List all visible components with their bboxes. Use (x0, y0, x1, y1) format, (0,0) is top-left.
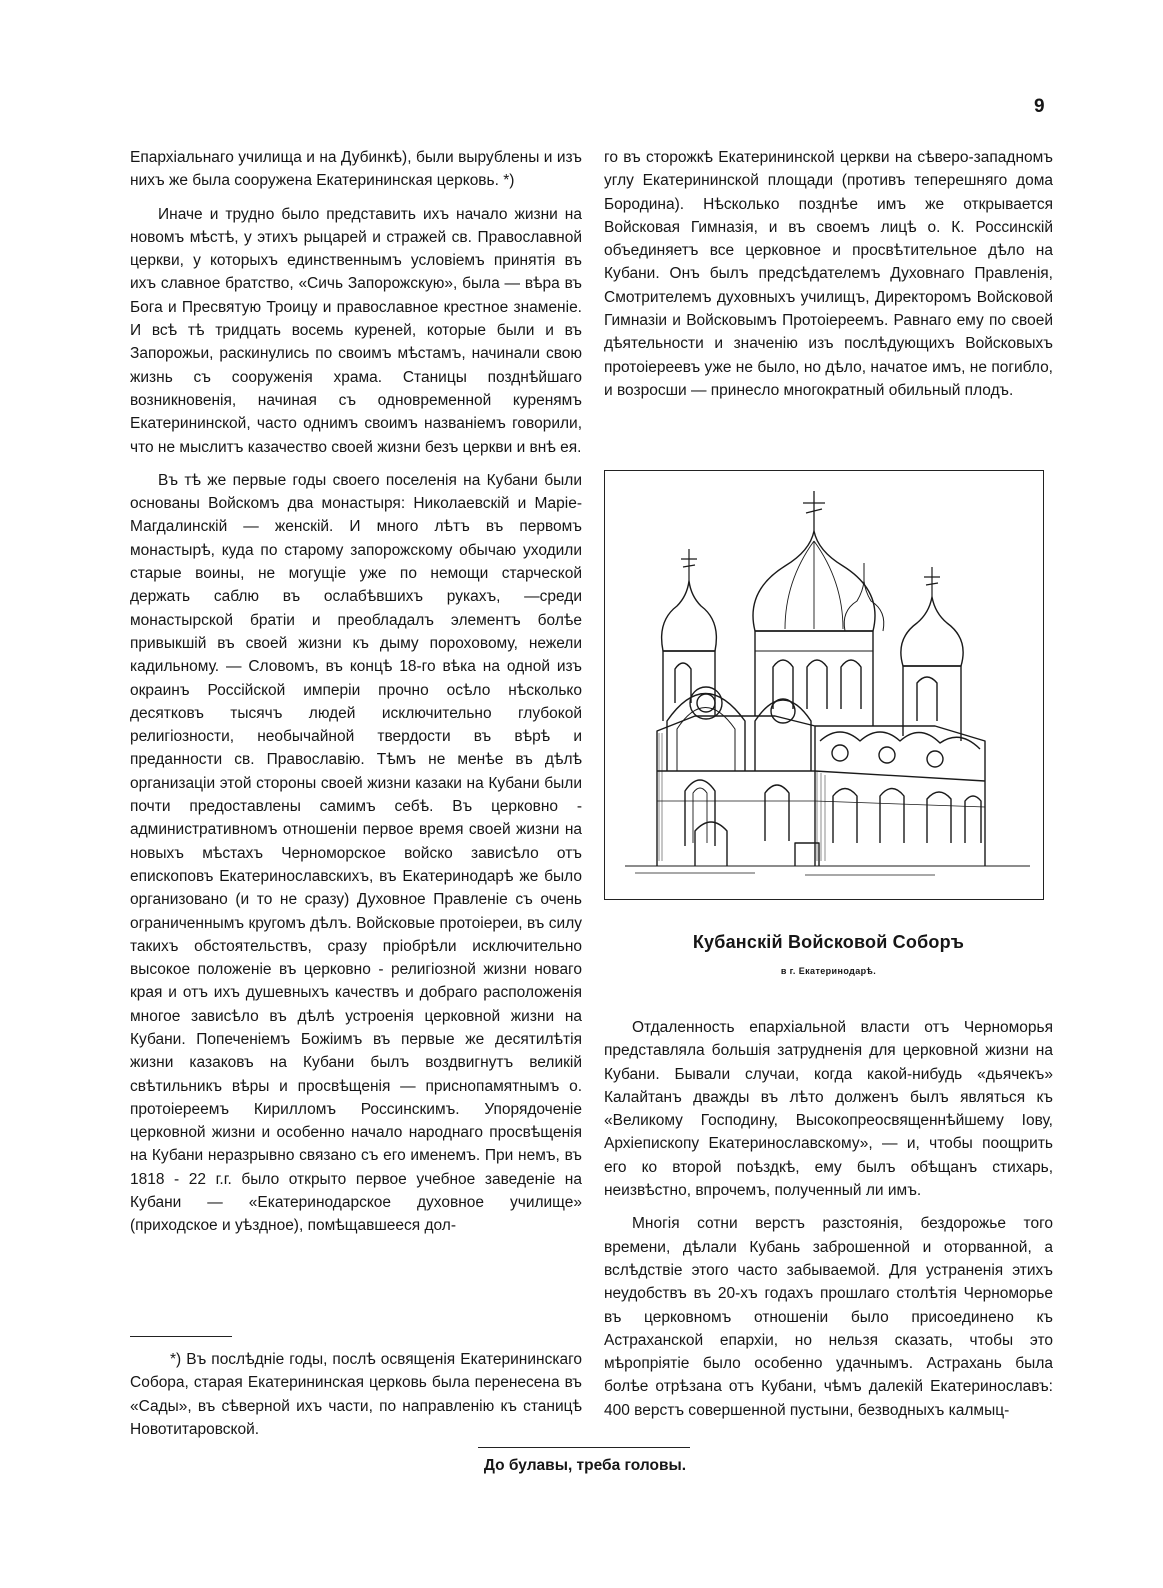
proverb: До булавы, треба головы. (483, 1457, 687, 1474)
footnote-divider (130, 1336, 232, 1337)
right-paragraph-2: Отдаленность епархіальной власти отъ Черноморья представляла большія затрудненія для церковной жизни на Кубани. Бывали случаи, когда какой-нибудь «дьячекъ» Калайтанъ дважды въ лѣто долженъ былъ являться къ «Великому Господину, Высокопреосвященнѣйшему Іову, Архіепископу Екатеринославскому», — и, чтобы поощрить его ко второй поѣздкѣ, ему былъ обѣщанъ стихарь, неизвѣстно, впрочемъ, полученный ли имъ. (604, 1019, 1053, 1200)
proverb-divider (478, 1447, 690, 1448)
figure-caption: Кубанскій Войсковой Соборъ (692, 932, 965, 952)
left-paragraph-3: Въ тѣ же первые годы своего поселенія на Кубани были основаны Войскомъ два монастыря: Николаевскій и Маріе-Магдалинскій — женскій. И много лѣтъ въ первомъ монастырѣ, куда по старому запорожскому обычаю уходили старые воины, не могущіе уже по немощи старческой держать саблю въ ослабѣвшихъ рукахъ, —среди монастырской братіи и преобладалъ элементъ болѣе привыкшій въ своей жизни къ дыму пороховому, нежели кадильному. — Словомъ, въ концѣ 18-го вѣка на одной изъ окраинъ Россійской имперіи прочно осѣло нѣсколько десятковъ тысячъ людей исключительно глубокой религіозности, необычайной твердости въ вѣрѣ и преданности св. Православію. Тѣмъ не менѣе въ дѣлѣ организаціи этой стороны своей жизни казаки на Кубани были почти предоставлены самимъ себѣ. Въ церковно - административномъ отношеніи первое время своей жизни на новыхъ мѣстахъ Черноморское войско зависѣло отъ епископовъ Екатеринославскихъ, въ Екатеринодарѣ же было организовано (и то не сразу) Духовное Правленіе съ очень ограниченнымъ кругомъ дѣлъ. Войсковые протоіереи, въ силу такихъ обстоятельствъ, сразу пріобрѣли исключительно высокое положеніе въ церковно - религіозной жизни новаго края и отъ ихъ душевныхъ качествъ и добраго расположенія многое зависѣло въ дѣлѣ устроенія церковной жизни на Кубани. Попеченіемъ Божіимъ въ первые же десятилѣтія жизни казаковъ на Кубани былъ воздвигнутъ великій свѣтильникъ вѣры и просвѣщенія — приснопамятнымъ о. протоіереемъ Кирилломъ Россинскимъ. Упорядоченіе церковной жизни и особенно начало народнаго просвѣщенія на Кубани неразрывно связано съ его именемъ. При немъ, въ 1818 - 22 г.г. было открыто первое учебное заведеніе на Кубани — «Екатеринодарское духовное училище» (приходское и уѣздное), помѣщавшееся дол- (130, 471, 582, 1235)
right-paragraph-3: Многія сотни верстъ разстоянія, бездорожье того времени, дѣлали Кубань заброшенной и оторванной, а вслѣдствіе этого часто забываемой. Для устраненія этихъ неудобствъ въ 20-хъ годахъ прошлаго столѣтія Черноморье въ церковномъ отношеніи было присоединено къ Астраханской епархіи, но нельзя сказать, чтобы это мѣропріятіе было особенно удачнымъ. Астрахань была болѣе отрѣзана отъ Кубани, чѣмъ далекій Екатеринославъ: 400 верстъ совершенной пустыни, безводныхъ калмыц- (604, 1215, 1053, 1419)
right-paragraph-1: го въ сторожкѣ Екатерининской церкви на сѣверо-западномъ углу Екатерининской площади (противъ теперешняго дома Бородина). Нѣсколько позднѣе имъ же открывается Войсковая Гимназія, и въ своемъ лицѣ о. К. Россинскій объединяетъ все церковное и просвѣтительное дѣло на Кубани. Онъ былъ предсѣдателемъ Духовнаго Правленія, Смотрителемъ духовныхъ училищъ, Директоромъ Войсковой Гимназіи и Войсковымъ Протоіереемъ. Равнаго ему по своей дѣятельности и значенію изъ послѣдующихъ Войсковыхъ протоіереевъ уже не было, но дѣло, начатое имъ, не погибло, и возросши — принесло многократный обильный плодъ. (604, 149, 1053, 399)
page-number: 9 (1034, 96, 1045, 117)
left-paragraph-1: Епархіальнаго училища и на Дубинкѣ), были вырублены и изъ нихъ же была сооружена Екатерининская церковь. *) (130, 149, 582, 190)
figure-subcaption: в г. Екатеринодарѣ. (780, 966, 877, 976)
left-paragraph-2: Иначе и трудно было представить ихъ начало жизни на новомъ мѣстѣ, у этихъ рыцарей и стражей св. Православной церкви, у которыхъ единственнымъ условіемъ принятія въ ихъ славное братство, «Сичь Запорожскую», была — вѣра въ Бога и Пресвятую Троицу и православное крестное знаменіе. И всѣ тѣ тридцать восемь куреней, которые были и въ Запорожьи, раскинулись по своимъ мѣстамъ, начинали свою жизнь съ сооруженія храма. Станицы позднѣйшаго возникновенія, начиная съ одновременной куренямъ Екатерининской, часто однимъ своимъ названіемъ говорили, что не мыслитъ казачество своей жизни безъ церкви и внѣ ея. (130, 205, 582, 456)
cathedral-drawing (605, 471, 1045, 901)
left-column (130, 146, 582, 1238)
footnote: *) Въ послѣдніе годы, послѣ освященія Екатерининскаго Собора, старая Екатерининская церковь была перенесена въ «Сады», въ сѣверной ихъ части, по направленію къ станицѣ Новотитаровской. (130, 1351, 582, 1438)
right-column-top (604, 146, 1053, 402)
right-column-bottom (604, 1016, 1053, 1422)
cathedral-illustration (604, 470, 1044, 900)
